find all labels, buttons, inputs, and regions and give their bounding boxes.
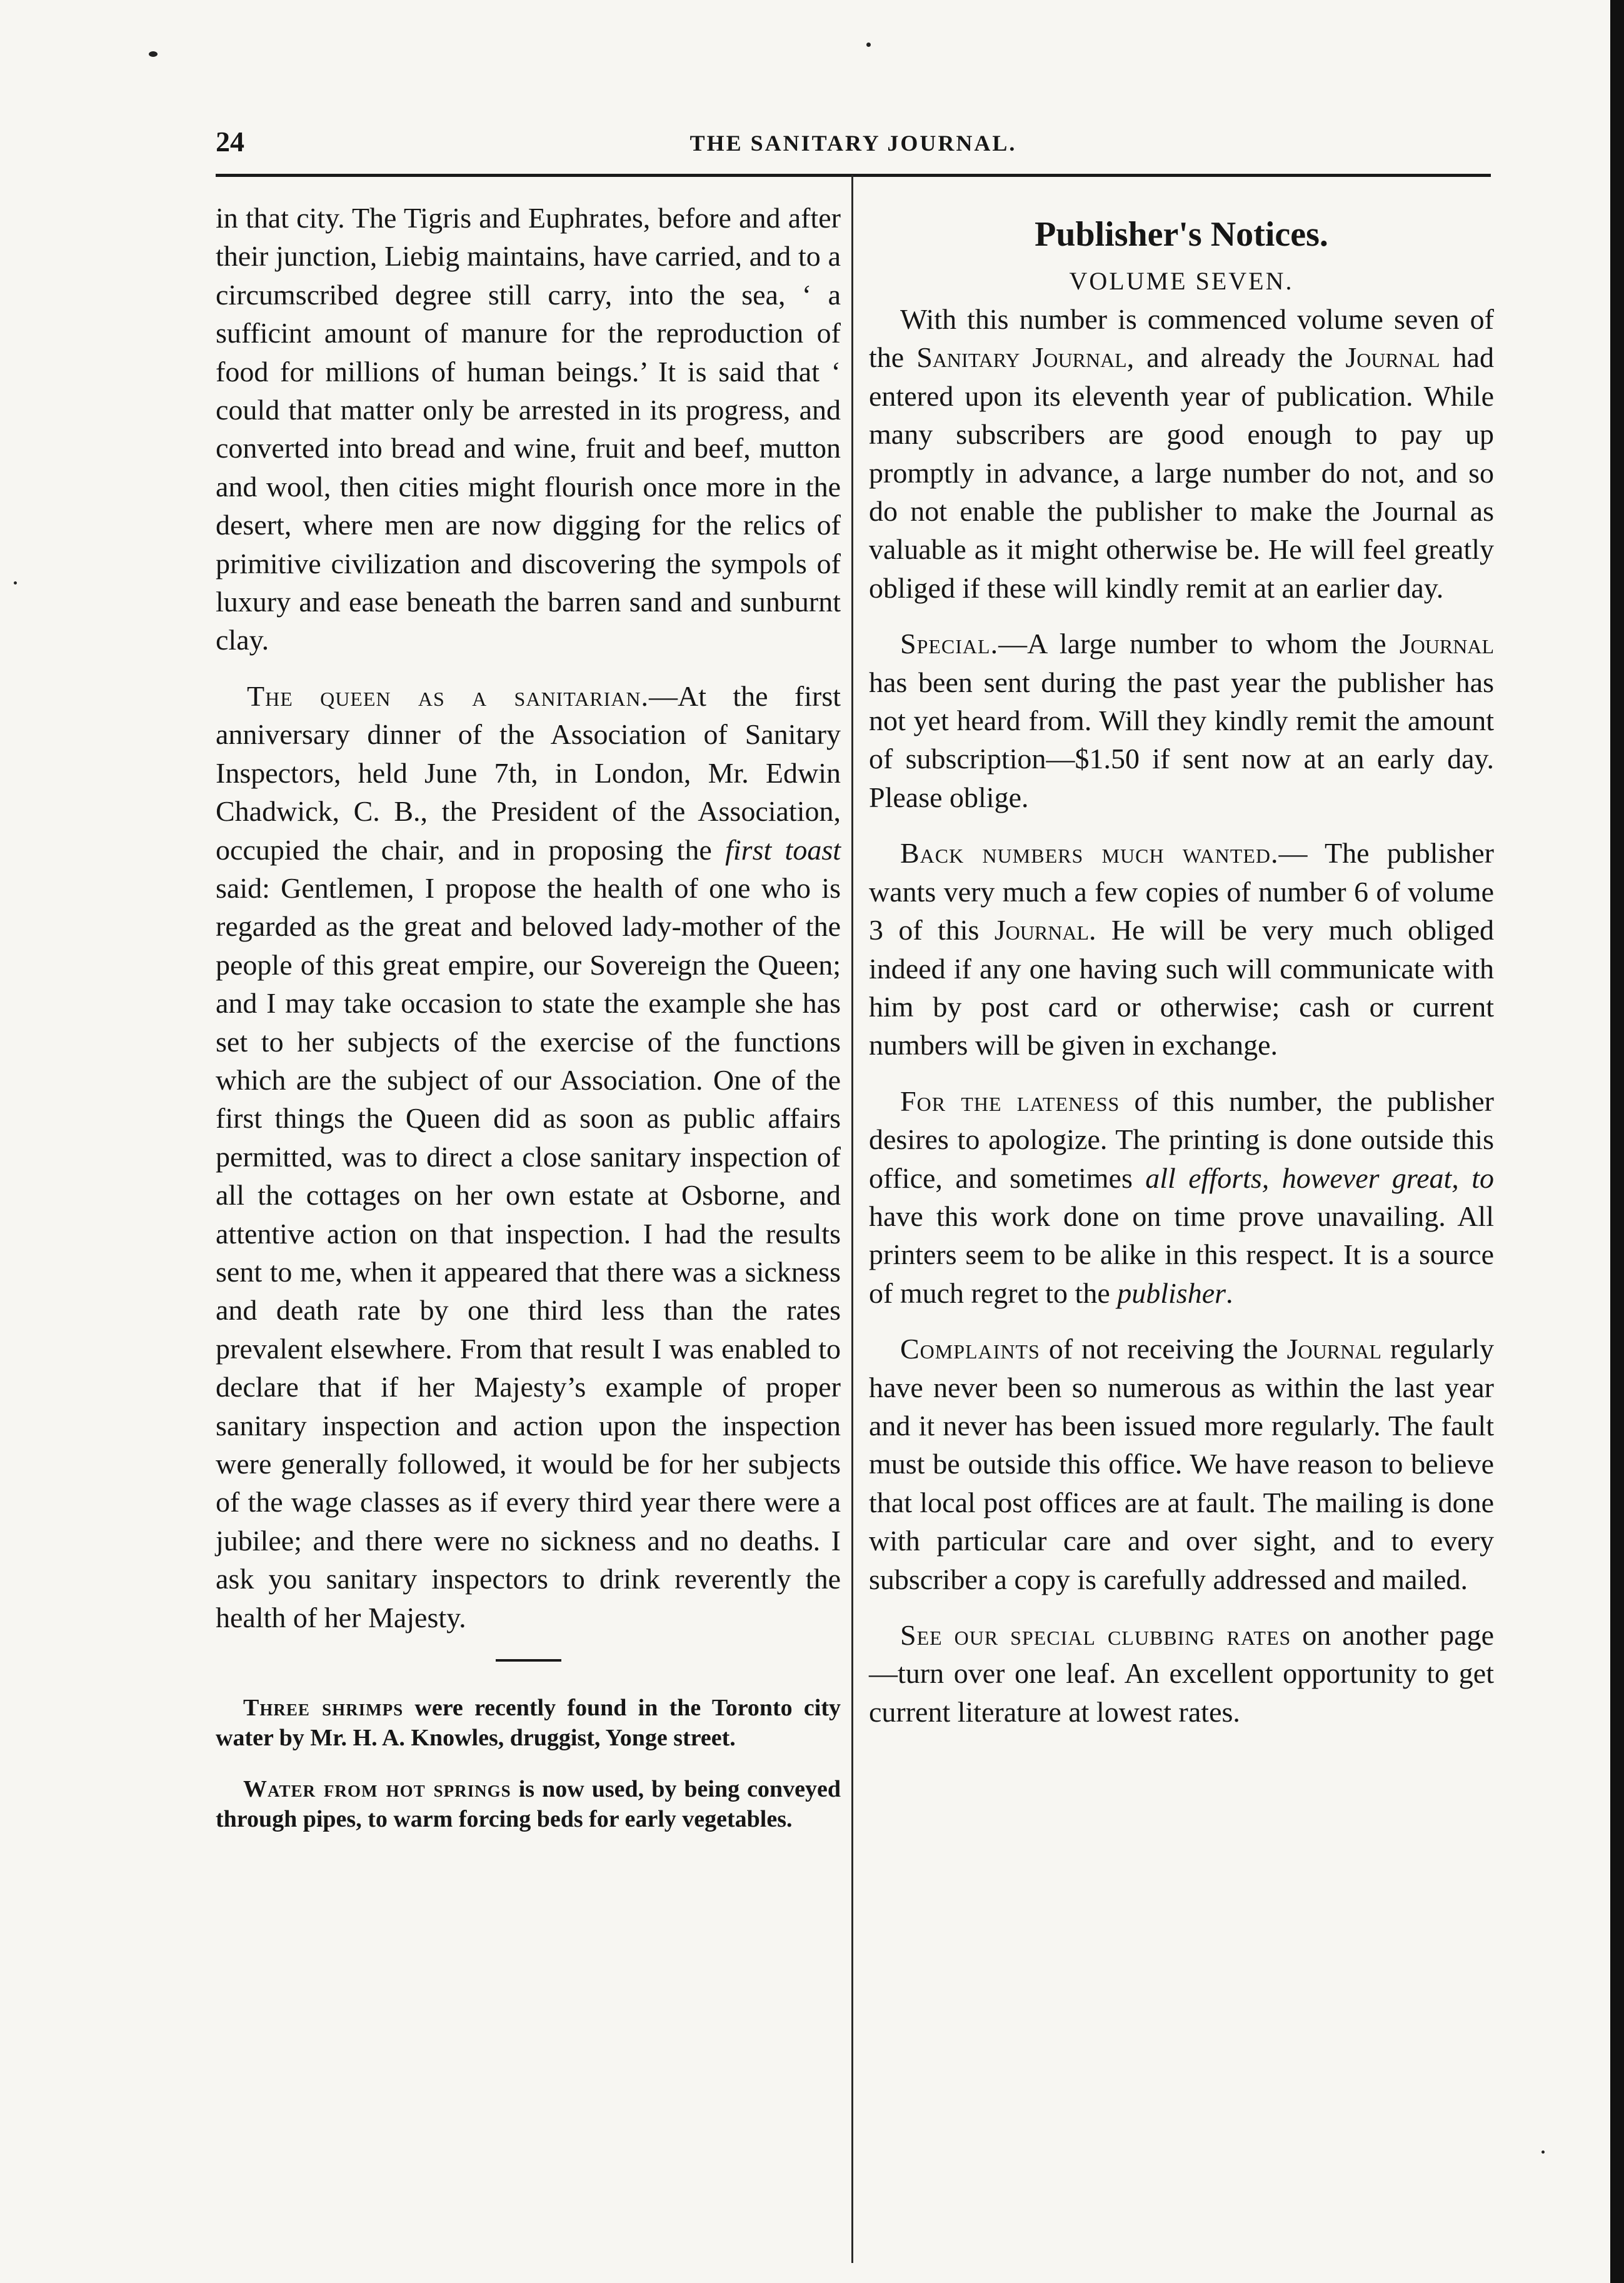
volume-seven-paragraph: With this number is commenced volume seven of the Sanitary Journal, and already the Journal had entered upon its eleventh year of publication. While many subscribers are good enough to pay up promptly in advance, a large number do not, and so do not enable the publisher to make the Journal as valuable as it might otherwise be. He will feel greatly obliged if these will kindly remit at an earlier day. — [869, 303, 1495, 604]
section-rule — [496, 1659, 561, 1662]
print-speck — [14, 581, 17, 585]
special-paragraph: Special.—A large number to whom the Journal has been sent during the past year the publisher has not yet heard from. Will they kindly remit the amount of subscription—$1.50 if sent now at an early day. Please oblige. — [869, 628, 1494, 813]
hot-springs-note: Water from hot springs is now used, by being conveyed through pipes, to warm forcing beds for early vegetables. — [216, 1776, 841, 1833]
page-number: 24 — [216, 126, 244, 158]
queen-sanitarian-paragraph: The queen as a sanitarian.—At the first anniversary dinner of the Association of Sanitary Inspectors, held June 7th, in London, Mr. Edwin Chadwick, C. B., the President of the Association, occupied the chair, and in proposing the first toast said: Gentlemen, I propose the health of one who is regarded as the great and beloved lady-mother of the people of this great empire, our Sovereign the Queen; and I may take occasion to state the example she has set to her subjects of the exercise of the functions which are the subject of our Association. One of the first things the Queen did as soon as public affairs permitted, was to direct a close sanitary inspection of all the cottages on her own estate at Osborne, and attentive action on that inspection. I had the results sent to me, when it appeared that there was a sickness and death rate by one third less than the rates prevalent elsewhere. From that result I was enabled to declare that if her Majesty’s example of proper sanitary inspection and action upon the inspection were generally followed, it would be for her subjects of the wage classes as if every third year there were a jubilee; and there were no sickness and no deaths. I ask you sanitary inspectors to drink reverently the health of her Majesty. — [216, 680, 841, 1633]
right-column — [869, 199, 1494, 1731]
clubbing-rates-paragraph: See our special clubbing rates on another page—turn over one leaf. An excellent opportunity to get current literature at lowest rates. — [869, 1619, 1494, 1728]
page-edge-shadow — [1610, 0, 1624, 2283]
print-speck — [1541, 2150, 1545, 2154]
header-rule — [216, 174, 1491, 177]
publishers-notices-title: Publisher's Notices. — [1035, 215, 1328, 254]
queen-lead: The queen as a sanitarian. — [247, 680, 649, 712]
print-speck — [149, 51, 158, 57]
continuation-paragraph: in that city. The Tigris and Euphrates, before and after their junction, Liebig maintains, have carried, and to a circumscribed degree still carry, into the sea, ‘ a sufficint amount of manure for the reproduction of food for millions of human beings.’ It is said that ‘ could that matter only be arrested in its progress, and converted into bread and wine, fruit and beef, mutton and wool, then cities might flourish once more in the desert, where men are now digging for the relics of primitive civilization and discovering the sympols of luxury and ease beneath the barren sand and sunburnt clay. — [216, 202, 841, 656]
volume-seven-heading: VOLUME SEVEN. — [1069, 267, 1294, 295]
lateness-paragraph: For the lateness of this number, the publisher desires to apologize. The printing is done outside this office, and sometimes all efforts, however great, to have this work done on time prove unavailing. All printers seem to be alike in this respect. It is a source of much regret to the publisher. — [869, 1085, 1494, 1309]
left-column — [216, 199, 841, 1834]
page-header — [216, 125, 1491, 169]
shrimps-note: Three shrimps were recently found in the Toronto city water by Mr. H. A. Knowles, druggist, Yonge street. — [216, 1695, 841, 1752]
back-numbers-paragraph: Back numbers much wanted.— The publisher wants very much a few copies of number 6 of volume 3 of this Journal. He will be very much obliged indeed if any one having such will communicate with him by post card or otherwise; cash or current numbers will be given in exchange. — [869, 837, 1494, 1061]
running-title: THE SANITARY JOURNAL. — [689, 131, 1017, 156]
column-divider — [851, 175, 853, 2263]
print-speck — [866, 43, 871, 47]
complaints-paragraph: Complaints of not receiving the Journal regularly have never been so numerous as within the last year and it never has been issued more regularly. The fault must be outside this office. We have reason to believe that local post offices are at fault. The mailing is done with particular care and over sight, and to every subscriber a copy is carefully addressed and mailed. — [869, 1333, 1495, 1595]
